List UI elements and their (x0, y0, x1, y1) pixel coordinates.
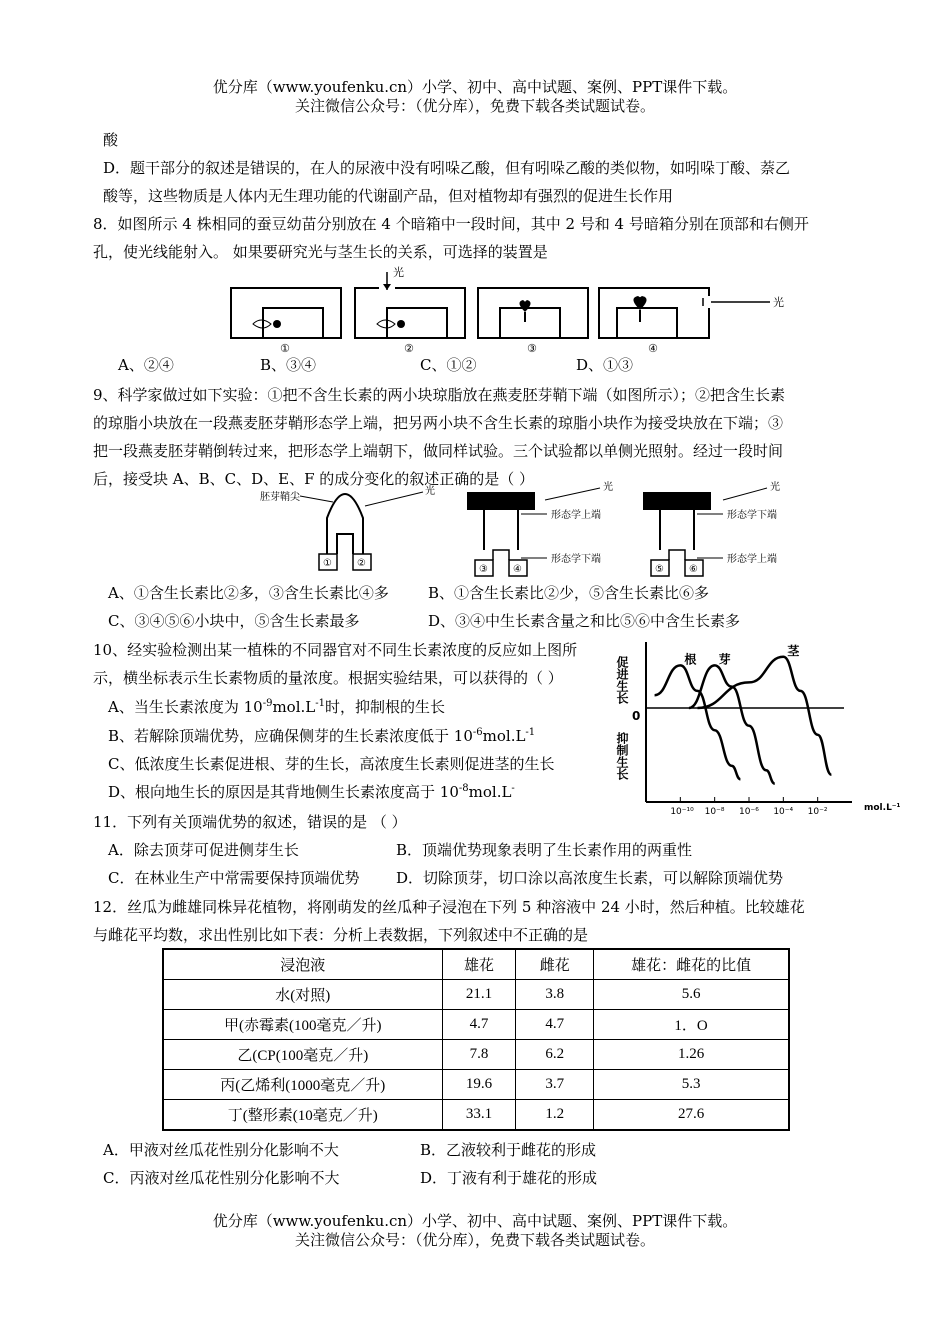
q10-option-b: B、若解除顶端优势，应确保侧芽的生长素浓度低于 $10^{-6}mol.L^{-1}$ (108, 727, 536, 745)
block-6: ⑥ (689, 564, 698, 575)
q9-option-c: C、③④⑤⑥小块中，⑤含生长素最多 (108, 612, 360, 630)
block-1: ① (323, 558, 332, 569)
q8-option-b: B、③④ (260, 356, 317, 374)
block-5: ⑤ (655, 564, 664, 575)
light-top-label: 光 (393, 266, 404, 279)
table-cell: 21.1 (442, 980, 516, 1010)
q9-stem-line-2: 的琼脂小块放在一段燕麦胚芽鞘形态学上端，把另两小块不含生长素的琼脂小块作为接受块放在下端；③ (93, 414, 784, 432)
pot-3 (500, 308, 560, 338)
q9-option-b: B、①含生长素比②少，⑤含生长素比⑥多 (428, 584, 710, 602)
table-row (163, 980, 789, 1010)
continuation-line-1: D．题干部分的叙述是错误的，在人的尿液中没有吲哚乙酸，但有吲哚乙酸的类似物，如吲哚丁酸、萘乙 (103, 159, 791, 177)
light-label-1: 光 (425, 486, 435, 497)
table-row (163, 1010, 789, 1040)
table-cell: 3.7 (516, 1070, 594, 1100)
col-header: 雄花：雌花的比值 (594, 949, 789, 980)
q12-option-c: C．丙液对丝瓜花性别分化影响不大 (103, 1169, 340, 1187)
box-3 (478, 288, 588, 338)
pot-1 (263, 308, 323, 338)
q11-option-d: D．切除顶芽，切口涂以高浓度生长素，可以解除顶端优势 (396, 869, 784, 887)
q8-stem-line-1: 8．如图所示 4 株相同的蚕豆幼苗分别放在 4 个暗箱中一段时间，其中 2 号和 4 号暗箱分别在顶部和右侧开 (93, 215, 809, 233)
series-label: 根 (684, 652, 697, 667)
table-cell: 5.6 (594, 980, 789, 1010)
q10-stem-line-2: 示，横坐标表示生长素物质的量浓度。根据实验结果，可以获得的（ ） (93, 669, 563, 687)
light-label-2: 光 (603, 482, 613, 493)
col-header: 雌花 (516, 949, 594, 980)
series-line-茎 (698, 657, 832, 775)
table-cell: 甲(赤霉素(100毫克／升) (163, 1010, 442, 1040)
q8-option-a: A、②④ (118, 356, 174, 374)
pot-2 (387, 308, 447, 338)
fig-label-1: ① (280, 342, 290, 355)
col-header: 雄花 (442, 949, 516, 980)
table-cell: 4.7 (516, 1010, 594, 1040)
q11-option-b: B．顶端优势现象表明了生长素作用的两重性 (396, 841, 693, 859)
x-tick-label: 10⁻¹⁰ (670, 807, 694, 817)
q12-stem-line-2: 与雌花平均数，求出性别比如下表：分析上表数据，下列叙述中不正确的是 (93, 926, 589, 944)
q9-option-a: A、①含生长素比②多，③含生长素比④多 (108, 584, 389, 602)
q11-stem: 11．下列有关顶端优势的叙述，错误的是 （ ） (93, 813, 407, 831)
continuation-line-0: 酸 (103, 131, 119, 149)
table-row (163, 1070, 789, 1100)
q12-option-b: B．乙液较利于雌花的形成 (420, 1141, 597, 1159)
table-cell: 1.26 (594, 1040, 789, 1070)
auxin-response-chart (615, 632, 930, 822)
fig-label-2: ② (404, 342, 414, 355)
q10-option-c: C、低浓度生长素促进根、芽的生长，高浓度生长素则促进茎的生长 (108, 755, 555, 773)
x-tick-label: 10⁻⁶ (739, 807, 759, 817)
block-2: ② (357, 558, 366, 569)
table-cell: 7.8 (442, 1040, 516, 1070)
light-label-3: 光 (770, 482, 780, 493)
pot-4 (617, 308, 677, 338)
table-cell: 33.1 (442, 1100, 516, 1131)
q8-figure (225, 266, 785, 358)
col-header: 浸泡液 (163, 949, 442, 980)
q12-option-a: A．甲液对丝瓜花性别分化影响不大 (103, 1141, 339, 1159)
y-label-promote: 促进生长 (615, 656, 629, 704)
block-4: ④ (513, 564, 522, 575)
q10-option-a: A、当生长素浓度为 $10^{-9}mol.L^{-1}$时，抑制根的生长 (108, 698, 445, 716)
table-cell: 1．O (594, 1010, 789, 1040)
box-4 (599, 288, 709, 338)
table-cell: 丁(整形素(10毫克／升) (163, 1100, 442, 1131)
lower-end-label-2: 形态学下端 (551, 554, 601, 565)
table-cell: 乙(CP(100毫克／升) (163, 1040, 442, 1070)
q9-figure (255, 480, 815, 580)
table-cell: 27.6 (594, 1100, 789, 1131)
series-label: 茎 (787, 643, 800, 658)
table-cell: 5.3 (594, 1070, 789, 1100)
q11-option-c: C．在林业生产中常需要保持顶端优势 (108, 869, 360, 887)
table-cell: 4.7 (442, 1010, 516, 1040)
q8-option-c: C、①② (420, 356, 477, 374)
tip-label: 胚芽鞘尖 (260, 492, 300, 503)
upper-end-label-3: 形态学下端 (727, 510, 777, 521)
x-axis-unit: mol.L⁻¹ (864, 803, 901, 813)
q9-option-d: D、③④中生长素含量之和比⑤⑥中含生长素多 (428, 612, 741, 630)
zero-label: 0 (632, 709, 641, 723)
q8-stem-line-2: 孔，使光线能射入。 如果要研究光与茎生长的关系，可选择的装置是 (93, 243, 548, 261)
box-2 (355, 288, 465, 338)
q9-stem-line-3: 把一段燕麦胚芽鞘倒转过来，把形态学上端朝下，做同样试验。三个试验都以单侧光照射。经过一段时间 (93, 442, 784, 460)
x-tick-label: 10⁻⁸ (704, 807, 725, 817)
light-right-label: 光 (773, 296, 784, 309)
q10-option-d: D、根向地生长的原因是其背地侧生长素浓度高于 $10^{-8}mol.L^-$ (108, 783, 515, 801)
q8-option-d: D、①③ (576, 356, 634, 374)
box-1 (231, 288, 341, 338)
x-tick-label: 10⁻² (807, 807, 828, 817)
sex-ratio-table (162, 948, 790, 1131)
q10-stem-line-1: 10、经实验检测出某一植株的不同器官对不同生长素浓度的反应如上图所 (93, 641, 578, 659)
series-label: 芽 (718, 652, 731, 667)
table-header-row (163, 949, 789, 980)
footer-line-2: 关注微信公众号：（优分库），免费下载各类试题试卷。 (294, 1231, 655, 1249)
upper-end-label-2: 形态学上端 (551, 510, 601, 521)
footer-line-1: 优分库（www.youfenku.cn）小学、初中、高中试题、案例、PPT课件下载。 (212, 1212, 738, 1230)
table-cell: 丙(乙烯利(1000毫克／升) (163, 1070, 442, 1100)
y-label-inhibit: 抑制生长 (615, 732, 629, 780)
header-line-2: 关注微信公众号：（优分库），免费下载各类试题试卷。 (294, 97, 655, 115)
lower-end-label-3: 形态学上端 (727, 554, 777, 565)
table-cell: 6.2 (516, 1040, 594, 1070)
table-row (163, 1100, 789, 1131)
q11-option-a: A．除去顶芽可促进侧芽生长 (108, 841, 299, 859)
table-row (163, 1040, 789, 1070)
q9-stem-line-1: 9、科学家做过如下实验：①把不含生长素的两小块琼脂放在燕麦胚芽鞘下端（如图所示）；②把含生长素 (93, 386, 786, 404)
x-tick-label: 10⁻⁴ (773, 807, 794, 817)
q12-option-d: D．丁液有利于雄花的形成 (420, 1169, 598, 1187)
table-cell: 3.8 (516, 980, 594, 1010)
continuation-line-2: 酸等，这些物质是人体内无生理功能的代谢副产品，但对植物却有强烈的促进生长作用 (103, 187, 674, 205)
fig-label-3: ③ (527, 342, 537, 355)
table-cell: 水(对照) (163, 980, 442, 1010)
table-cell: 1.2 (516, 1100, 594, 1131)
header-line-1: 优分库（www.youfenku.cn）小学、初中、高中试题、案例、PPT课件下载。 (212, 78, 738, 96)
table-cell: 19.6 (442, 1070, 516, 1100)
block-3: ③ (479, 564, 488, 575)
fig-label-4: ④ (648, 342, 658, 355)
q12-stem-line-1: 12．丝瓜为雌雄同株异花植物，将刚萌发的丝瓜种子浸泡在下列 5 种溶液中 24 小时，然后种植。比较雄花 (93, 898, 805, 916)
q9-stem-line-4: 后，接受块 A、B、C、D、E、F 的成分变化的叙述正确的是（ ） (93, 470, 535, 488)
